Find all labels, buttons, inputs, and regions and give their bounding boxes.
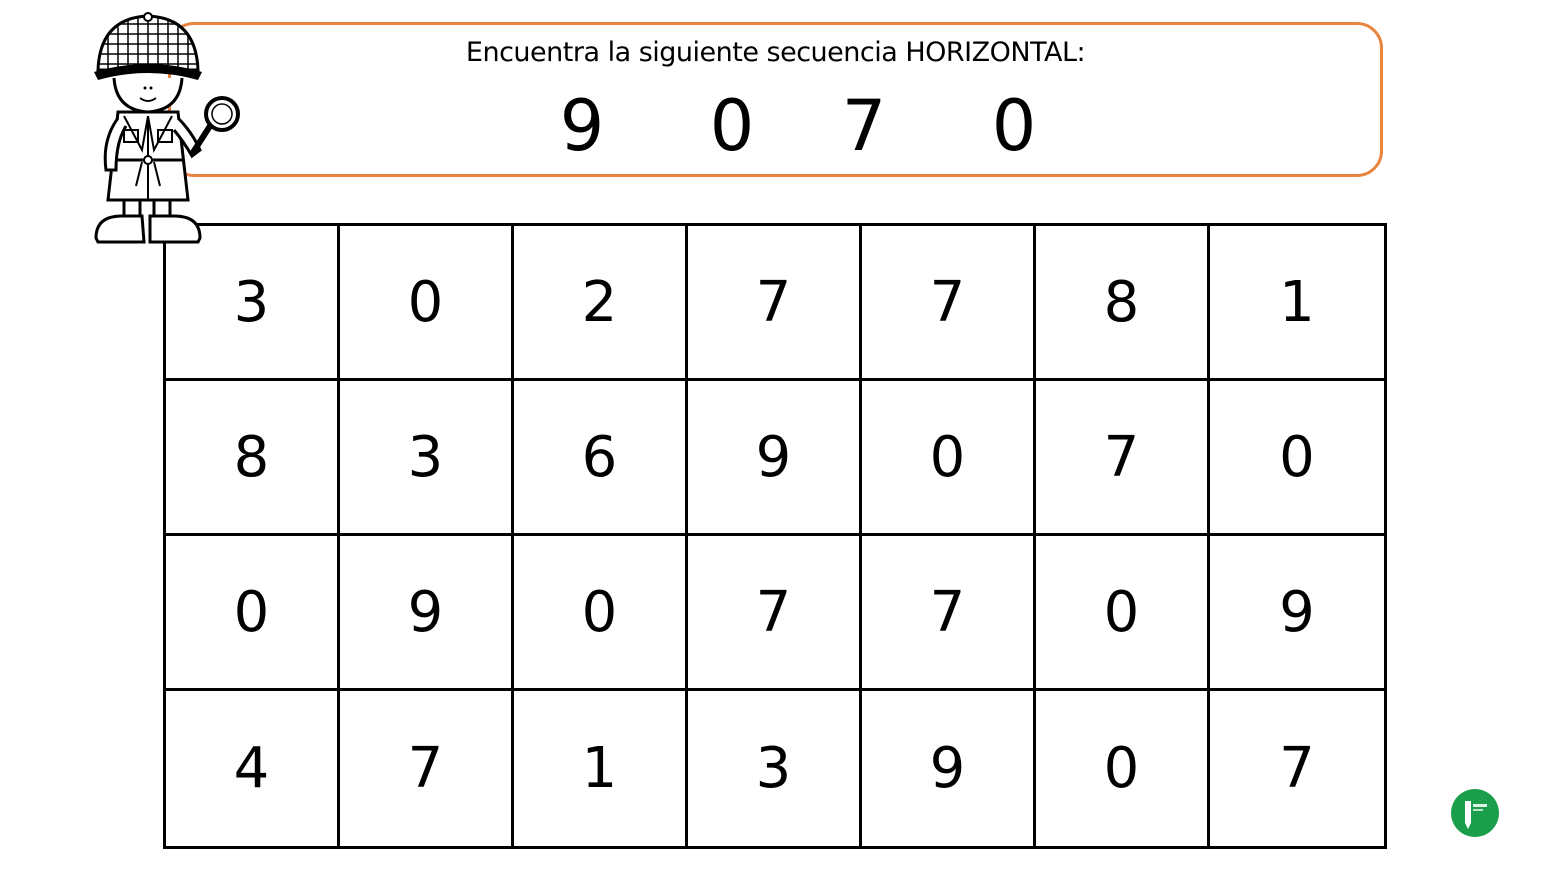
grid-cell[interactable]: 0	[514, 536, 688, 691]
grid-cell[interactable]: 8	[1036, 226, 1210, 381]
grid-cell[interactable]: 7	[688, 226, 862, 381]
grid-cell[interactable]: 7	[862, 226, 1036, 381]
grid-cell[interactable]: 0	[862, 381, 1036, 536]
grid-cell[interactable]: 0	[1036, 536, 1210, 691]
grid-cell[interactable]: 0	[166, 536, 340, 691]
instruction-box	[168, 22, 1383, 177]
grid-cell[interactable]: 7	[1036, 381, 1210, 536]
sequence-digit: 9	[559, 85, 605, 167]
grid-cell[interactable]: 3	[688, 691, 862, 846]
grid-cell[interactable]: 0	[340, 226, 514, 381]
grid-cell[interactable]: 4	[166, 691, 340, 846]
grid-cell[interactable]: 3	[166, 226, 340, 381]
number-grid	[163, 223, 1387, 849]
grid-cell[interactable]: 9	[862, 691, 1036, 846]
grid-cell[interactable]: 9	[340, 536, 514, 691]
grid-cell[interactable]: 0	[1036, 691, 1210, 846]
sequence-digit: 0	[709, 85, 755, 167]
grid-cell[interactable]: 0	[1210, 381, 1384, 536]
instruction-text: Encuentra la siguiente secuencia HORIZONTAL:	[465, 37, 1086, 68]
grid-cell[interactable]: 2	[514, 226, 688, 381]
grid-cell[interactable]: 7	[1279, 736, 1315, 801]
grid-cell[interactable]: 7	[688, 536, 862, 691]
grid-cell[interactable]: 7	[340, 691, 514, 846]
pencil-logo-icon	[1451, 789, 1499, 837]
grid-cell[interactable]: 6	[514, 381, 688, 536]
grid-cell[interactable]: 1	[1210, 226, 1384, 381]
sequence-digit: 0	[991, 85, 1037, 167]
grid-cell[interactable]: 8	[166, 381, 340, 536]
grid-cell[interactable]: 3	[340, 381, 514, 536]
grid-cell[interactable]: 7	[862, 536, 1036, 691]
detective-icon	[88, 10, 248, 250]
grid-cell[interactable]: 1	[514, 691, 688, 846]
sequence-digit: 7	[841, 85, 887, 167]
sequence	[171, 81, 1380, 171]
grid-cell[interactable]: 9	[1210, 536, 1384, 691]
grid-cell[interactable]: 9	[688, 381, 862, 536]
